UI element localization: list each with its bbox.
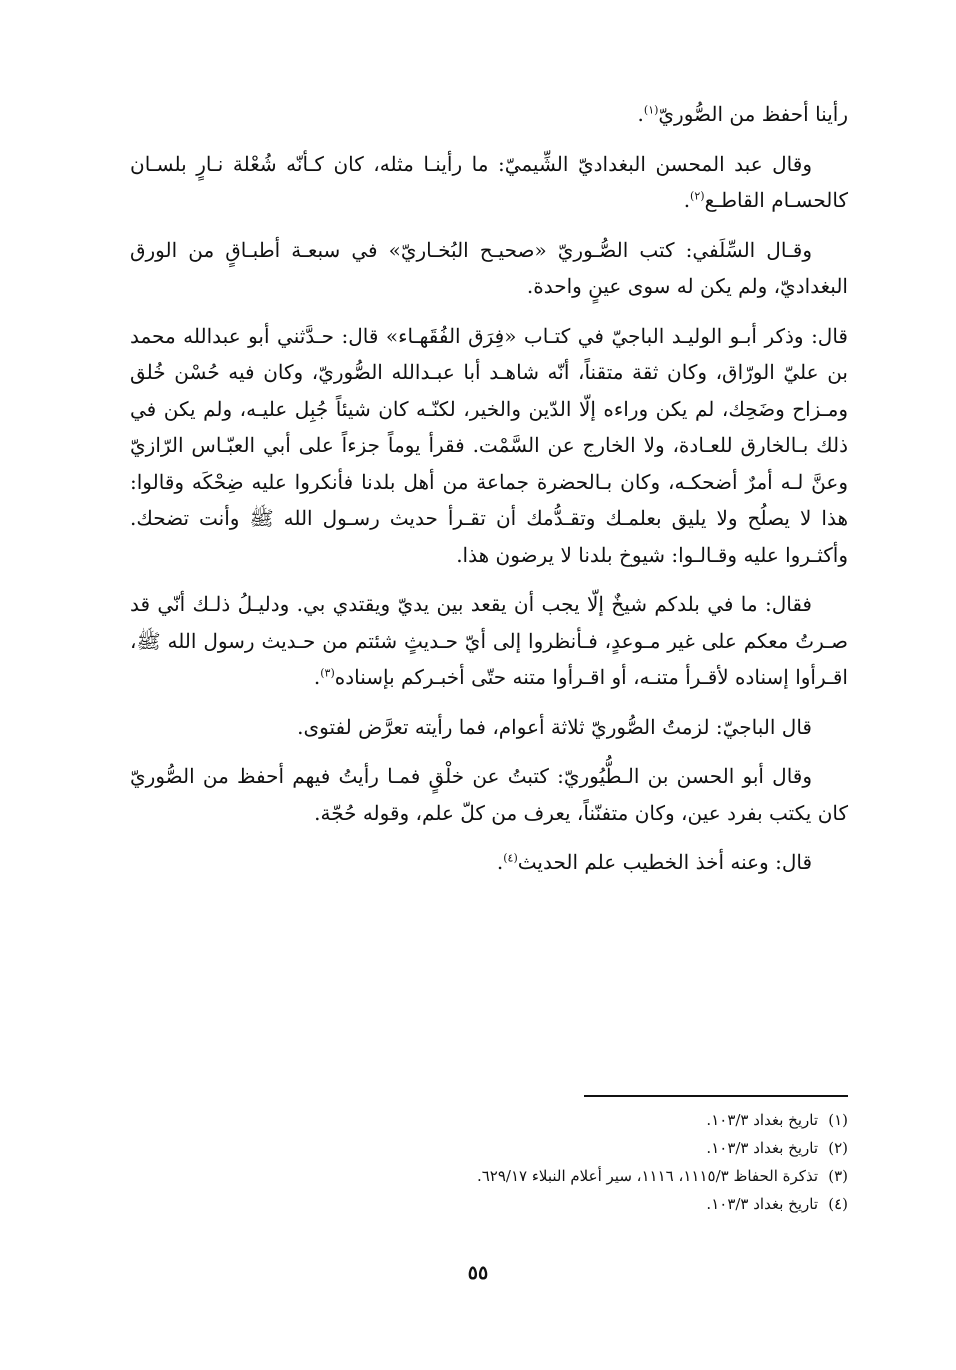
paragraph-text: قال: وذكر أبـو الوليـد الباجيّ في كتـاب «فِرَق الفُقَهـاء» قال: حـدَّثني أبو عبدالله محمد بن عليّ الورّاق، وكان ثقة متقناً، أنّه شاهـد أبا عبـدالله الصُّوريّ، وكان فيه حُسْن خُلق ومـزاح وضَحِك، لم يكن وراءه إلّا الدّين والخير، لكنّـه كان شيئاً جُبِل عليـه، ولم يكن في ذلك بـالخارق للعـادة، ولا الخارج عن السَّمْت. فقرأ يوماً جزءاً على أبي العبّـاس الرّازيّ وعنَّ لـه أمرٌ أضحكـه، وكان بـالحضرة جماعة من أهل بلدنا فأنكروا عليه ضِحْكَه وقالوا: هذا لا يصلُح ولا يليق بعلمـك وتقـدُّمك أن تقـرأ حديث رسـول الله ﷺ وأنت تضحك. وأكثـروا عليه وقـالـوا: شيوخ بلدنا لا يرضون هذا. bbox=[130, 323, 848, 567]
paragraph-5 bbox=[130, 586, 848, 696]
footnote-ref[interactable]: (٢) bbox=[690, 189, 705, 203]
footnote-divider bbox=[584, 1095, 848, 1097]
footnote-number: (٤) bbox=[828, 1195, 848, 1213]
paragraph-tail: . bbox=[683, 188, 691, 212]
paragraph-text: وقـال السِّلَفي: كتب الصُّـوريّ «صحيـح البُخـاريّ» في سبعـة أطبـاقٍ من الورق البغداديّ، ولم يكن له سوى عينٍ واحدة. bbox=[130, 237, 848, 298]
paragraph-8 bbox=[130, 844, 848, 881]
paragraph-7 bbox=[130, 758, 848, 831]
paragraph-1 bbox=[130, 96, 848, 133]
footnote-number: (٣) bbox=[828, 1167, 848, 1185]
paragraph-4 bbox=[130, 318, 848, 574]
footnote-item bbox=[130, 1134, 848, 1162]
page-body bbox=[130, 96, 848, 894]
footnote-text: تاريخ بغداد ١٠٣/٣. bbox=[706, 1111, 818, 1129]
footnote-item bbox=[130, 1106, 848, 1134]
paragraph-text: رأينا أحفظ من الصُّوريّ bbox=[658, 102, 848, 126]
paragraph-text: وقال عبد المحسن البغداديّ الشِّيميّ: ما رأينـا مثله، كان كـأنّه شُعْلة نـارٍ بلسـان كالحسـام القاطـع bbox=[130, 151, 848, 212]
footnote-text: تاريخ بغداد ١٠٣/٣. bbox=[706, 1139, 818, 1157]
footnote-text: تذكرة الحفاظ ١١١٥/٣، ١١١٦، سير أعلام النبلاء ٦٢٩/١٧. bbox=[476, 1167, 818, 1185]
paragraph-3 bbox=[130, 232, 848, 305]
footnote-item bbox=[130, 1162, 848, 1190]
paragraph-text: فقال: ما في بلدكم شيخٌ إلّا يجب أن يقعد بين يديّ ويقتدي بي. ودليـلُ ذلـك أنّي قد صـرتُ معكم على غير مـوعدٍ، فـأنظروا إلى أيّ حـديثٍ شئتم من حـديث رسول الله ﷺ، اقـرأوا إسناده لأقـرأ متنـه، أو اقـرأوا متنه حتّى أخبـركم بإسناده bbox=[130, 592, 848, 689]
footnote-number: (١) bbox=[828, 1111, 848, 1129]
paragraph-6 bbox=[130, 709, 848, 746]
footnote-text: تاريخ بغداد ١٠٣/٣. bbox=[706, 1195, 818, 1213]
paragraph-text: قال: وعنه أخذ الخطيب علم الحديث bbox=[517, 850, 812, 874]
paragraph-text: وقال أبو الحسن بن الـطُّيُوريّ: كتبتُ عن خلْقٍ فمـا رأيتُ فيهم أحفظ من الصُّوريّ كان يكتب بفرد عين، وكان متفنّناً، يعرف من كلّ علم، وقوله حُجّة. bbox=[130, 764, 848, 825]
paragraph-tail: . bbox=[313, 665, 321, 689]
paragraph-2 bbox=[130, 146, 848, 219]
footnote-ref[interactable]: (٤) bbox=[503, 851, 518, 865]
page-number: ٥٥ bbox=[467, 1262, 489, 1284]
paragraph-text: قال الباجيّ: لزمتُ الصُّوريّ ثلاثة أعوام، فما رأيته تعرَّض لفتوى. bbox=[297, 714, 812, 739]
paragraph-tail: . bbox=[637, 102, 644, 126]
footnote-item bbox=[130, 1190, 848, 1218]
footnotes-section bbox=[130, 1106, 848, 1218]
footnote-ref[interactable]: (٣) bbox=[320, 666, 335, 680]
paragraph-tail: . bbox=[496, 850, 504, 874]
footnote-number: (٢) bbox=[828, 1139, 848, 1157]
footnote-ref[interactable]: (١) bbox=[643, 103, 659, 117]
